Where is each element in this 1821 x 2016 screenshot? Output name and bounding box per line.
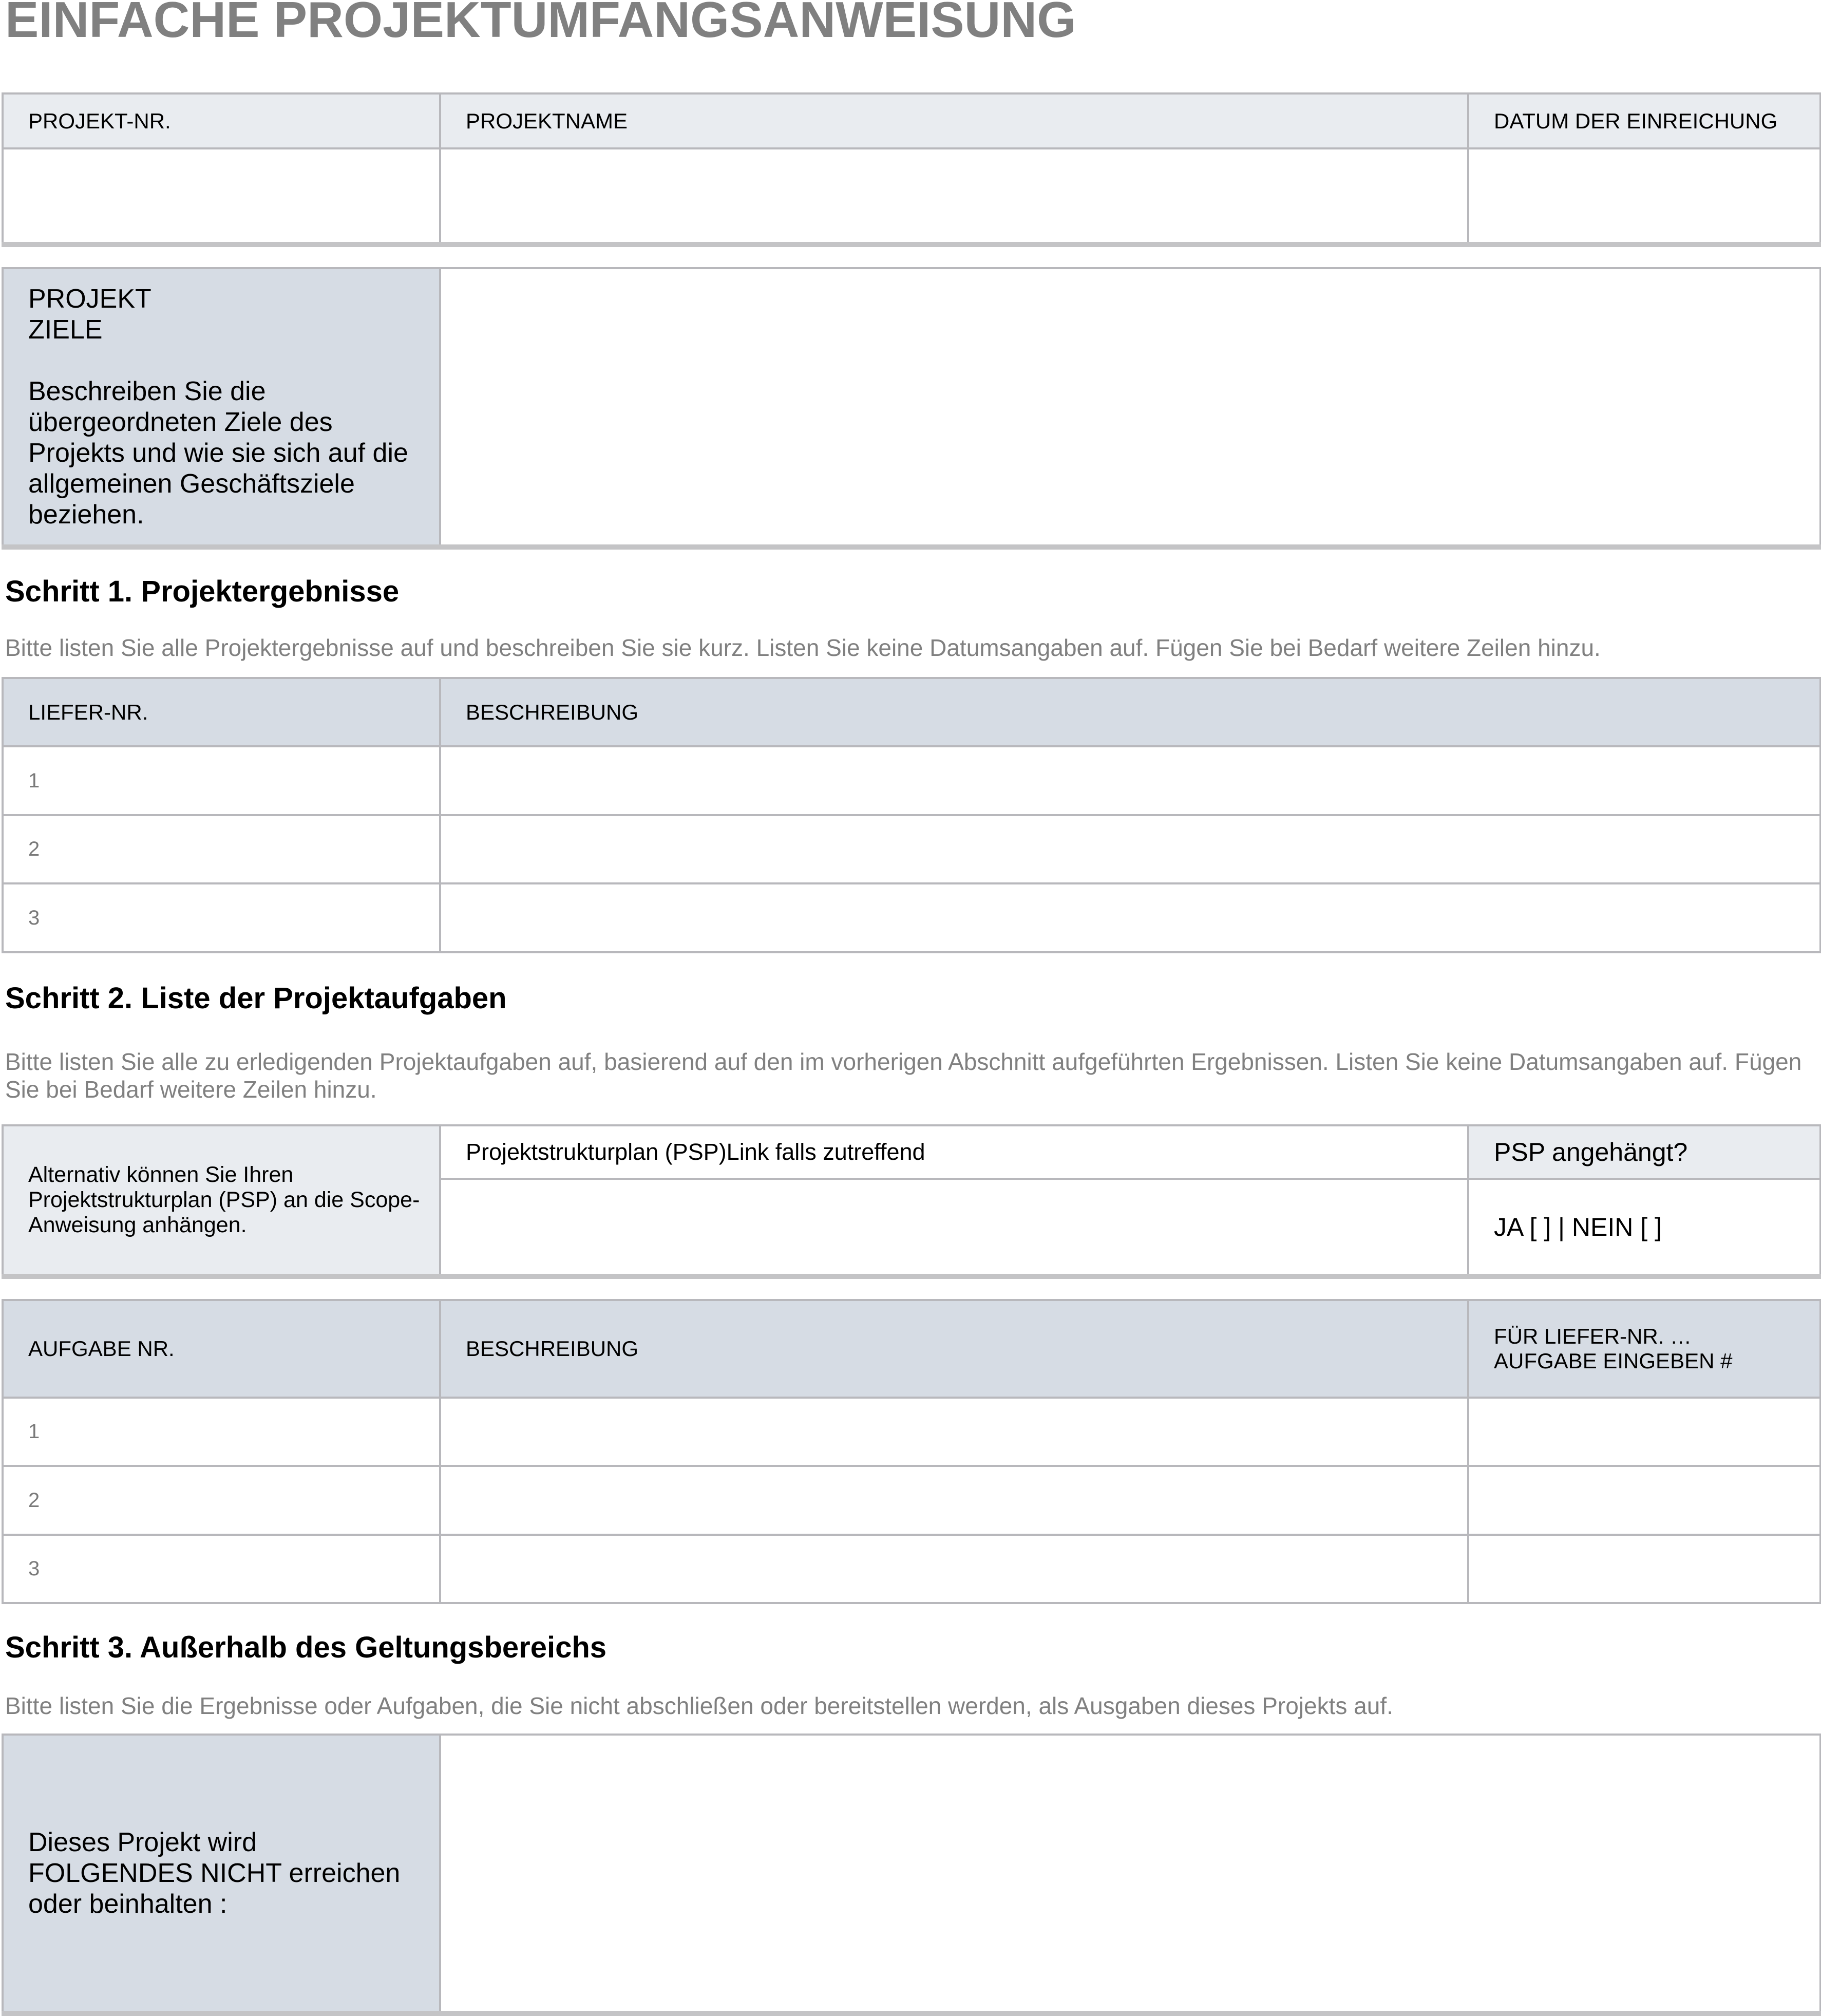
out-of-scope-field[interactable] xyxy=(440,1735,1820,2013)
wbs-link-field[interactable] xyxy=(440,1179,1468,1276)
task-deliverable-cell[interactable] xyxy=(1468,1535,1820,1603)
project-name-header: PROJEKTNAME xyxy=(440,93,1468,148)
deliverable-description-header: BESCHREIBUNG xyxy=(440,678,1820,746)
task-description-cell[interactable] xyxy=(440,1466,1468,1535)
project-goals-table xyxy=(2,267,1821,550)
step3-heading: Schritt 3. Außerhalb des Geltungsbereichs xyxy=(5,1631,607,1664)
deliverable-description-cell[interactable] xyxy=(440,746,1820,815)
project-goals-label: PROJEKT ZIELE Beschreiben Sie die übergeordneten Ziele des Projekts und wie sie sich auf die allgemeinen Geschäftsziele beziehen. xyxy=(3,268,440,547)
task-description-cell[interactable] xyxy=(440,1398,1468,1466)
step1-heading: Schritt 1. Projektergebnisse xyxy=(5,575,400,608)
deliverable-description-cell[interactable] xyxy=(440,883,1820,952)
wbs-attached-checkboxes[interactable]: JA [ ] | NEIN [ ] xyxy=(1468,1179,1820,1276)
deliverable-no-cell: 1 xyxy=(3,746,440,815)
deliverables-table xyxy=(2,677,1821,953)
table-row xyxy=(3,815,1820,883)
table-row xyxy=(3,1466,1820,1535)
step2-instructions: Bitte listen Sie alle zu erledigenden Projektaufgaben auf, basierend auf den im vorherigen Abschnitt aufgeführten Ergebnissen. Listen Sie keine Datumsangaben auf. Fügen Sie bei Bedarf weitere Zeilen hinzu. xyxy=(5,1048,1802,1103)
step2-heading: Schritt 2. Liste der Projektaufgaben xyxy=(5,982,507,1015)
document-title: EINFACHE PROJEKTUMFANGSANWEISUNG xyxy=(5,0,1076,48)
deliverable-no-cell: 2 xyxy=(3,815,440,883)
deliverable-no-cell: 3 xyxy=(3,883,440,952)
wbs-alternative-text: Alternativ können Sie Ihren Projektstrukturplan (PSP) an die Scope-Anweisung anhängen. xyxy=(3,1125,440,1276)
submission-date-header: DATUM DER EINREICHUNG xyxy=(1468,93,1820,148)
tasks-table xyxy=(2,1299,1821,1604)
task-no-header: AUFGABE NR. xyxy=(3,1300,440,1398)
task-deliverable-cell[interactable] xyxy=(1468,1466,1820,1535)
task-deliverable-header: FÜR LIEFER-NR. … AUFGABE EINGEBEN # xyxy=(1468,1300,1820,1398)
step3-instructions: Bitte listen Sie die Ergebnisse oder Aufgaben, die Sie nicht abschließen oder bereitstellen werden, als Ausgaben dieses Projekts auf. xyxy=(5,1692,1393,1719)
project-no-header: PROJEKT-NR. xyxy=(3,93,440,148)
project-goals-field[interactable] xyxy=(440,268,1820,547)
deliverable-description-cell[interactable] xyxy=(440,815,1820,883)
task-no-cell: 1 xyxy=(3,1398,440,1466)
task-deliverable-cell[interactable] xyxy=(1468,1398,1820,1466)
wbs-link-header: Projektstrukturplan (PSP)Link falls zutreffend xyxy=(440,1125,1468,1179)
out-of-scope-label: Dieses Projekt wird FOLGENDES NICHT erreichen oder beinhalten : xyxy=(3,1735,440,2013)
out-of-scope-table xyxy=(2,1734,1821,2016)
submission-date-field[interactable] xyxy=(1468,148,1820,244)
task-no-cell: 2 xyxy=(3,1466,440,1535)
project-no-field[interactable] xyxy=(3,148,440,244)
task-description-header: BESCHREIBUNG xyxy=(440,1300,1468,1398)
project-name-field[interactable] xyxy=(440,148,1468,244)
deliverable-no-header: LIEFER-NR. xyxy=(3,678,440,746)
table-row xyxy=(3,1398,1820,1466)
task-no-cell: 3 xyxy=(3,1535,440,1603)
table-row xyxy=(3,746,1820,815)
wbs-attached-header: PSP angehängt? xyxy=(1468,1125,1820,1179)
table-row xyxy=(3,1535,1820,1603)
step1-instructions: Bitte listen Sie alle Projektergebnisse auf und beschreiben Sie sie kurz. Listen Sie keine Datumsangaben auf. Fügen Sie bei Bedarf weitere Zeilen hinzu. xyxy=(5,634,1601,661)
project-info-table xyxy=(2,92,1821,247)
task-description-cell[interactable] xyxy=(440,1535,1468,1603)
wbs-table xyxy=(2,1124,1821,1279)
table-row xyxy=(3,883,1820,952)
